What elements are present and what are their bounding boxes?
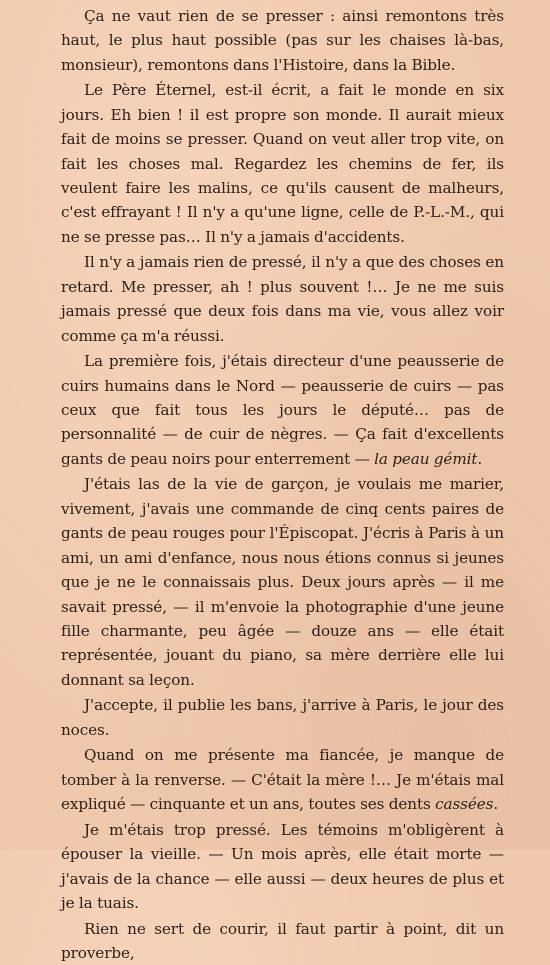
paragraph-text: . — [477, 449, 483, 468]
paragraph-text: J'accepte, il publie les bans, j'arrive à Paris, le jour des noces. — [61, 696, 504, 739]
paragraph — [61, 743, 504, 816]
paragraph-text: Je m'étais trop pressé. Les témoins m'obligèrent à épouser la vieille. — Un mois après, elle était morte — j'avais de la chance — elle aussi — deux heures de plus et je la tuais. — [61, 820, 504, 912]
italic-text: cassées — [435, 795, 494, 814]
paragraph-text: La première fois, j'étais directeur d'une peausserie de cuirs humains dans le Nord — peausserie de cuirs — pas ceux que fait tous les jours le député… pas de personnalité — de cuir de nègres. — Ça fait d'excellents gants de peau noirs pour enterrement — — [61, 352, 504, 468]
paragraph — [61, 78, 504, 249]
paragraph — [61, 4, 504, 77]
paragraph-text: Rien ne sert de courir, il faut partir à point, dit un proverbe, — [61, 919, 504, 962]
paragraph — [61, 693, 504, 742]
paragraph — [61, 818, 504, 916]
paragraph-text: Il n'y a jamais rien de pressé, il n'y a que des choses en retard. Me presser, ah ! plus souvent !… Je ne me suis jamais pressé que deux fois dans ma vie, vous allez voir comme ça m'a réussi. — [61, 253, 504, 345]
paragraph-text: . — [493, 795, 499, 814]
paragraph — [61, 917, 504, 965]
paragraph-text: Ça ne vaut rien de se presser : ainsi remontons très haut, le plus haut possible (pas sur les chaises là-bas, monsieur), remontons dans l'Histoire, dans la Bible. — [61, 7, 504, 74]
paragraph — [61, 472, 504, 692]
body-text — [61, 4, 504, 965]
paragraph-text: J'étais las de la vie de garçon, je voulais me marier, vivement, j'avais une commande de cinq cents paires de gants de peau rouges pour l'Épiscopat. J'écris à Paris à un ami, un ami d'enfance, nous nous étions connus si jeunes que je ne le connaissais plus. Deux jours après — il me savait pressé, — il m'envoie la photographie d'une jeune fille charmante, peu âgée — douze ans — elle était représentée, jouant du piano, sa mère derrière elle lui donnant sa leçon. — [61, 475, 504, 689]
italic-text: la peau gémit — [374, 449, 478, 468]
paragraph-text: Le Père Éternel, est-il écrit, a fait le monde en six jours. Eh bien ! il est propre son monde. Il aurait mieux fait de moins se presser. Quand on veut aller trop vite, on fait les choses mal. Regardez les chemins de fer, ils veulent faire les malins, ce qu'ils causent de malheurs, c'est effrayant ! Il n'y a qu'une ligne, celle de P.-L.-M., qui ne se presse pas… Il n'y a jamais d'accidents. — [61, 81, 504, 246]
paragraph-text: Quand on me présente ma fiancée, je manque de tomber à la renverse. — C'était la mère !… Je m'étais mal expliqué — cinquante et un ans, toutes ses dents — [61, 746, 504, 814]
paragraph — [61, 250, 504, 348]
paragraph — [61, 349, 504, 471]
